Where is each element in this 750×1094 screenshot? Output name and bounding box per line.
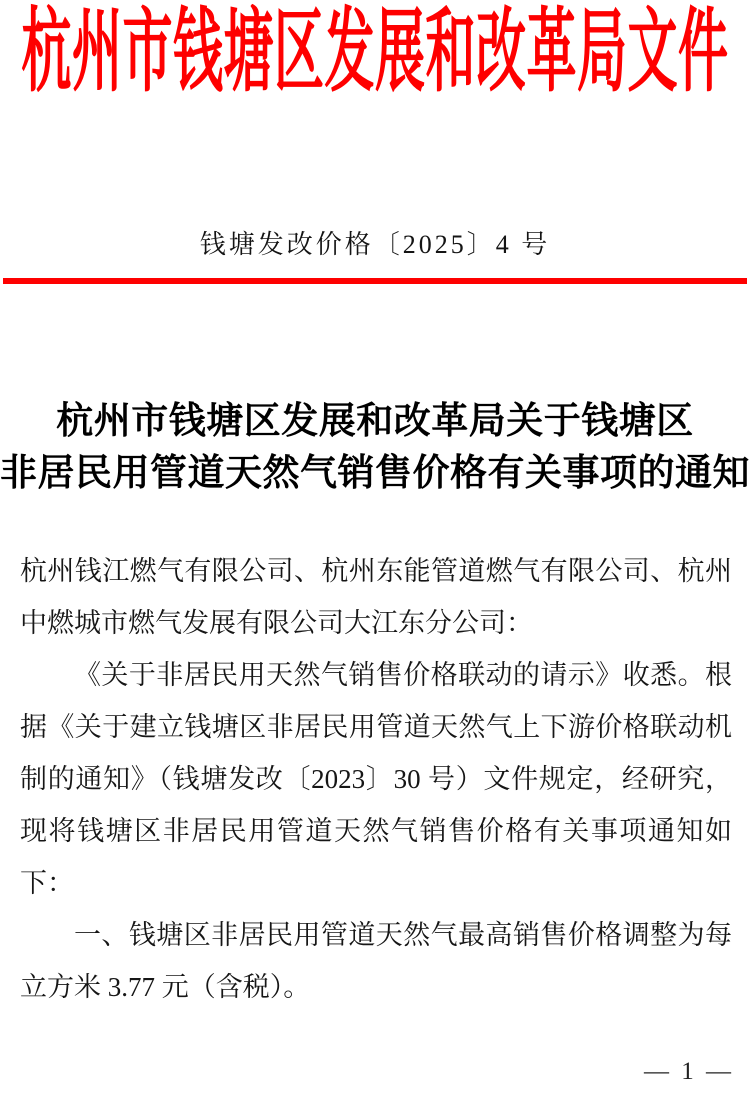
document-body	[20, 545, 732, 1013]
red-divider-line	[3, 278, 747, 284]
background-paragraph: 《关于非居民用天然气销售价格联动的请示》收悉。根据《关于建立钱塘区非居民用管道天然气上下游价格联动机制的通知》（钱塘发改〔2023〕30 号）文件规定，经研究，现将钱塘区非居民用管道天然气销售价格有关事项通知如下：	[20, 660, 732, 898]
document-title-line-1: 杭州市钱塘区发展和改革局关于钱塘区	[56, 401, 694, 442]
document-number: 钱塘发改价格〔2025〕4 号	[199, 230, 551, 259]
document-title-line-2: 非居民用管道天然气销售价格有关事项的通知	[0, 453, 750, 494]
price-adjustment-paragraph: 一、钱塘区非居民用管道天然气最高销售价格调整为每立方米 3.77 元（含税）。	[20, 920, 732, 1002]
salutation-paragraph: 杭州钱江燃气有限公司、杭州东能管道燃气有限公司、杭州中燃城市燃气发展有限公司大江东分公司：	[20, 556, 732, 638]
masthead-title: 杭州市钱塘区发展和改革局文件	[21, 0, 729, 103]
document-title	[0, 396, 750, 500]
page-number: — 1 —	[644, 1058, 734, 1085]
